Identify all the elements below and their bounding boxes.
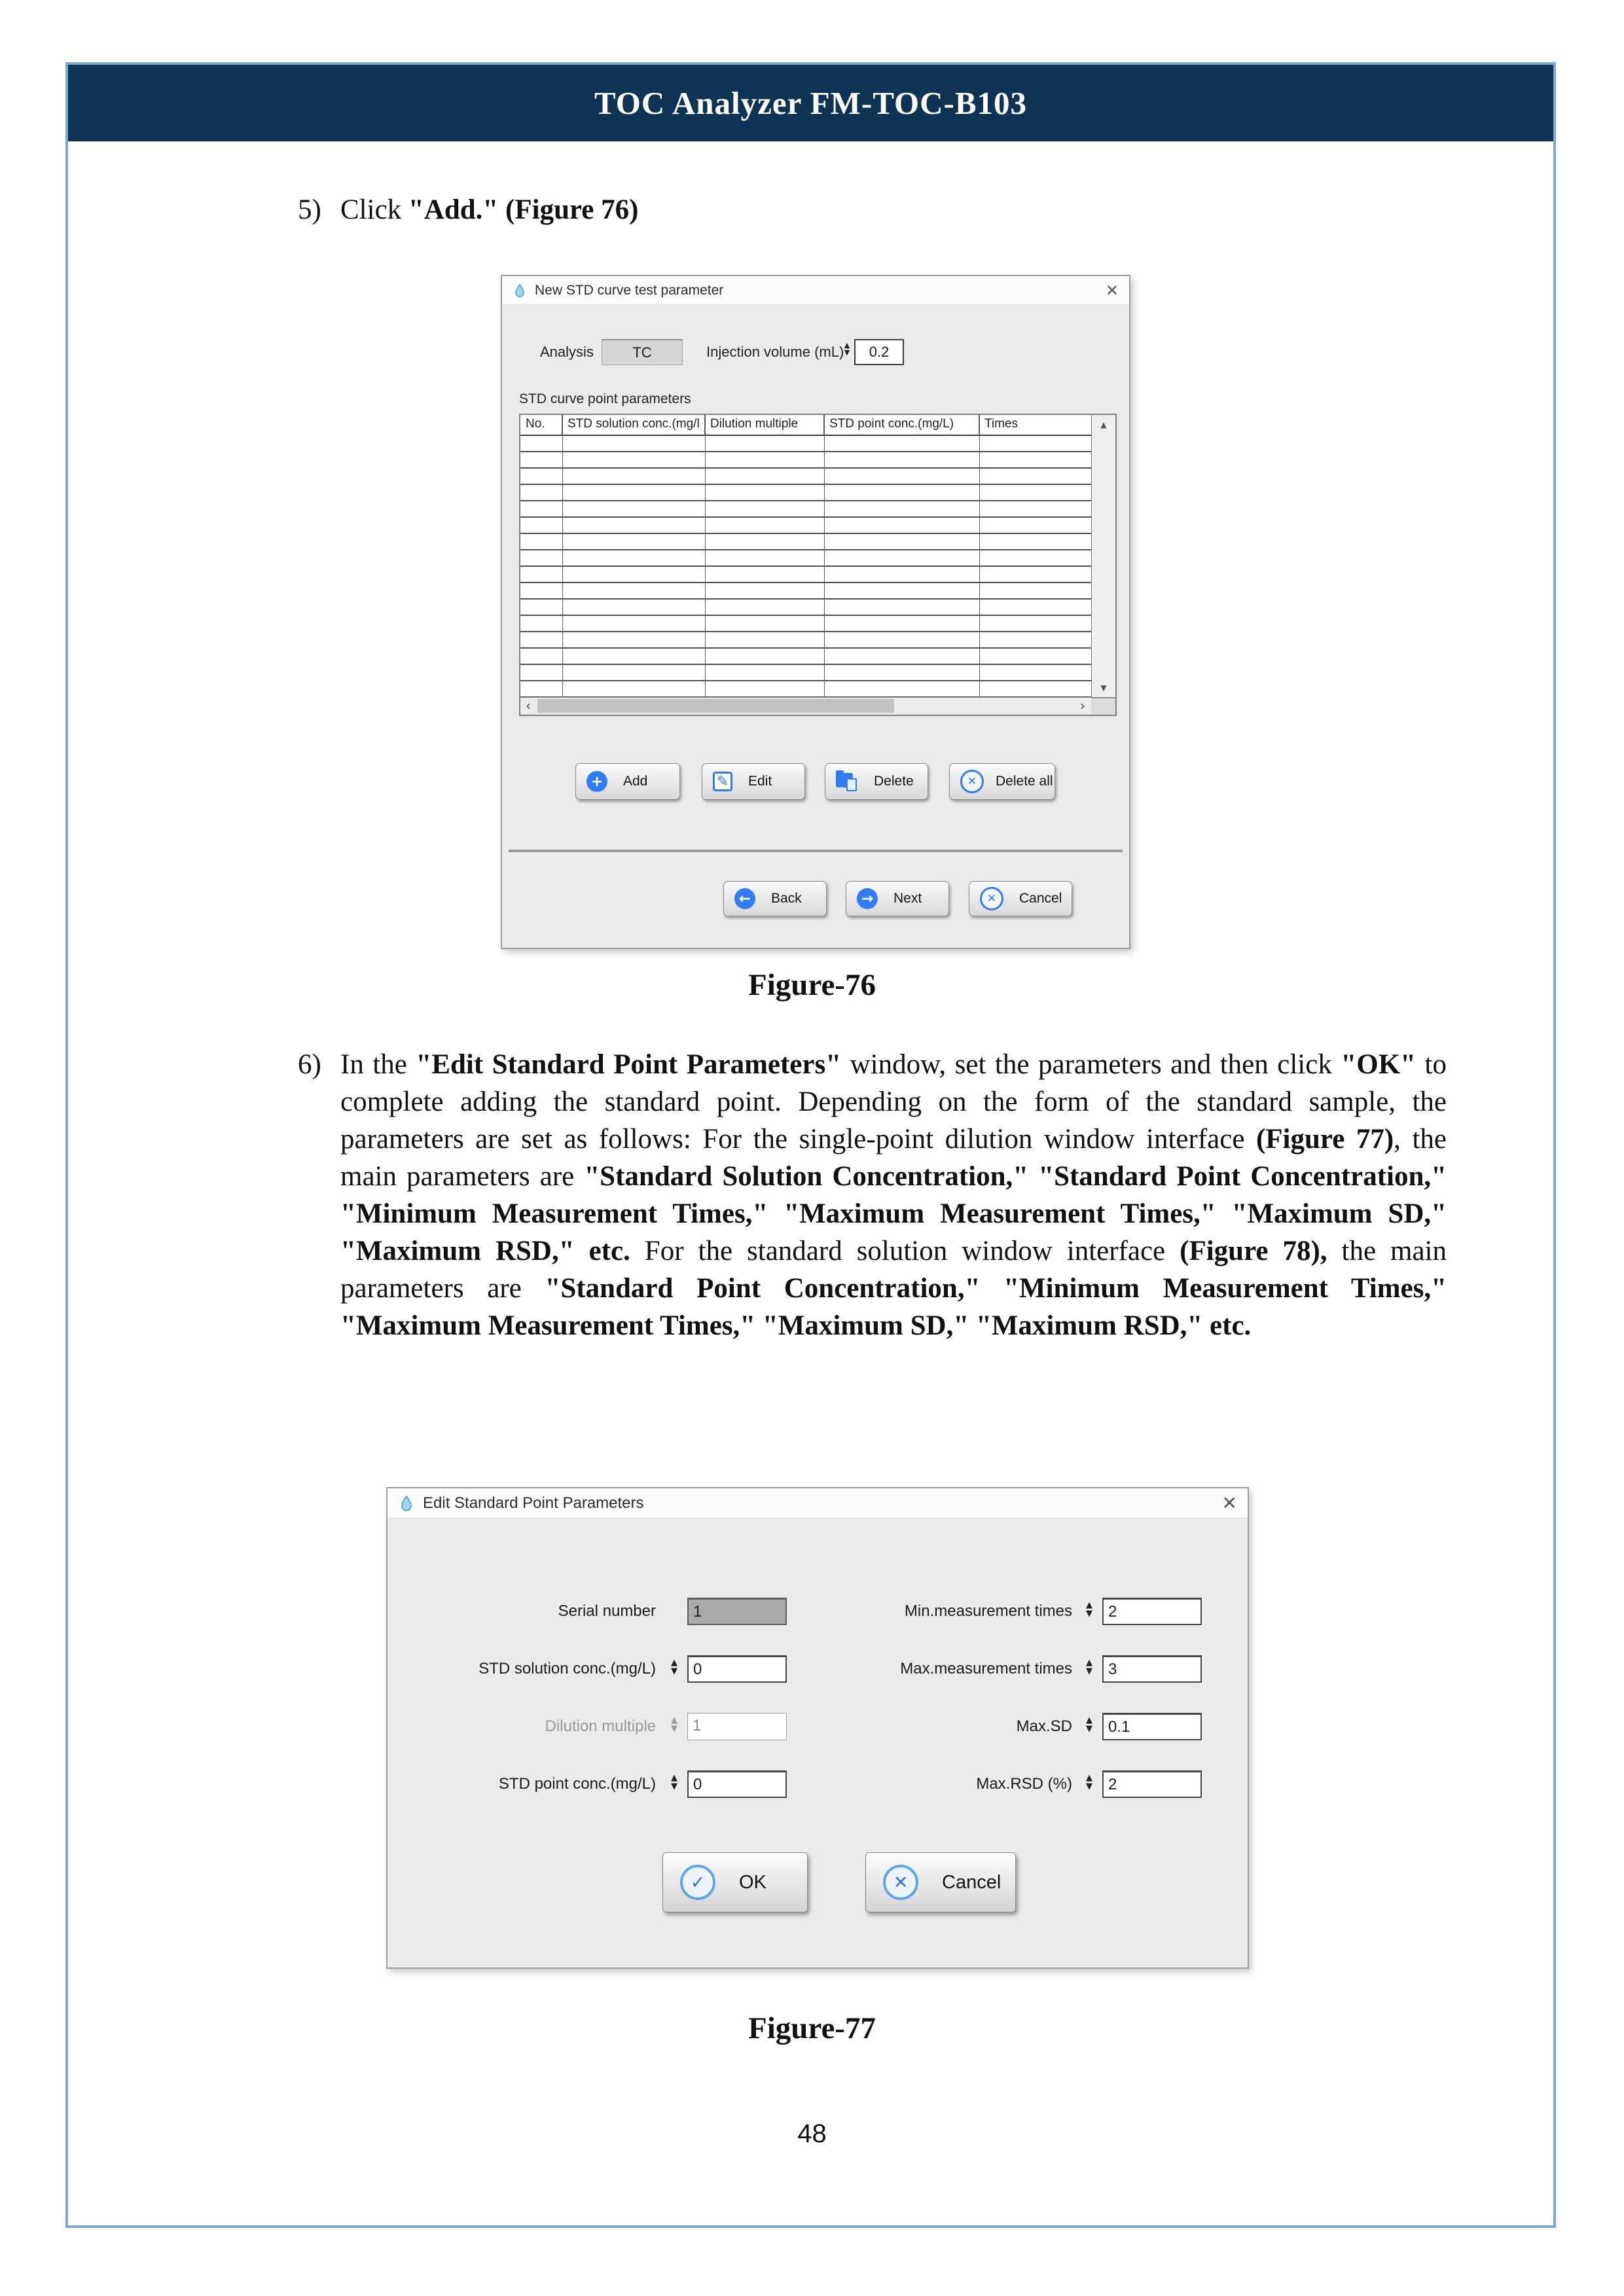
text-segment: For the standard solution window interface [630, 1236, 1180, 1266]
max-measurement-times-stepper[interactable] [1083, 1659, 1096, 1676]
table-row[interactable] [520, 469, 1092, 485]
new-std-curve-dialog [501, 275, 1130, 949]
spin-up-icon[interactable]: ▲ [671, 1773, 677, 1783]
check-circle-icon: ✓ [680, 1865, 715, 1900]
table-row[interactable] [520, 550, 1092, 567]
delete-all-button[interactable] [949, 763, 1055, 800]
dialog-titlebar [388, 1488, 1248, 1518]
page-number: 48 [797, 2119, 827, 2148]
ok-button-label: OK [739, 1871, 767, 1893]
spin-down-icon[interactable]: ▼ [671, 1666, 677, 1676]
dilution-multiple-stepper [668, 1716, 681, 1733]
table-row[interactable] [520, 649, 1092, 665]
figure-76-caption: Figure-76 [748, 968, 876, 1002]
spin-down-icon: ▼ [671, 1724, 677, 1734]
std-point-conc-input[interactable]: 0 [687, 1770, 787, 1798]
text-segment: "Edit Standard Point Parameters" [416, 1049, 842, 1080]
column-header: STD solution conc.(mg/l [562, 415, 705, 435]
text-segment: (Figure 77) [1255, 1124, 1394, 1155]
table-row[interactable] [520, 681, 1092, 698]
min-measurement-times-label: Min.measurement times [904, 1602, 1072, 1620]
figure-77-caption: Figure-77 [748, 2011, 876, 2045]
max-sd-input[interactable]: 0.1 [1102, 1713, 1202, 1740]
horizontal-scrollbar[interactable] [520, 697, 1115, 715]
table-row[interactable] [520, 452, 1092, 469]
spin-up-icon[interactable]: ▲ [1086, 1600, 1092, 1610]
scroll-up-icon[interactable]: ▲ [1100, 420, 1107, 429]
column-header: Times [984, 417, 1019, 431]
next-button-label: Next [893, 891, 922, 906]
max-rsd-label: Max.RSD (%) [976, 1775, 1072, 1793]
ok-button[interactable] [662, 1852, 808, 1912]
step-5 [298, 191, 1450, 228]
back-button-label: Back [771, 891, 802, 906]
text-segment: "Standard Point Concentration," "Minimum Measurement Times," "Maximum Measurement Times," "Maximum SD," "Maximum RSD," etc. [340, 1273, 1447, 1341]
injection-volume-label: Injection volume (mL) [706, 344, 844, 360]
table-row[interactable] [520, 632, 1092, 649]
max-measurement-times-input[interactable]: 3 [1102, 1655, 1202, 1683]
cancel-button[interactable] [969, 881, 1072, 916]
std-point-conc-label: STD point conc.(mg/L) [498, 1775, 656, 1793]
step-5-text [340, 191, 1447, 228]
table-row[interactable] [520, 485, 1092, 501]
std-solution-conc-label: STD solution conc.(mg/L) [478, 1660, 656, 1677]
max-rsd-input[interactable]: 2 [1102, 1770, 1202, 1798]
text-segment: In the [340, 1049, 416, 1080]
cancel-button-label: Cancel [942, 1871, 1001, 1893]
step-5-number: 5) [298, 194, 321, 225]
next-button[interactable] [846, 881, 949, 916]
add-button[interactable] [575, 763, 680, 800]
arrow-right-circle-icon: → [857, 888, 878, 909]
table-row[interactable] [520, 436, 1092, 452]
table-header-row [520, 415, 1115, 436]
injection-volume-input[interactable]: 0.2 [854, 339, 904, 365]
spin-down-icon[interactable]: ▼ [1086, 1666, 1092, 1676]
water-drop-icon [398, 1495, 415, 1512]
scroll-down-icon[interactable]: ▼ [1100, 683, 1107, 692]
text-segment: "Standard Solution Concentration," "Standard Point Concentration," "Minimum Measurement Times," "Maximum Measurement Times," "Maximum SD," "Maximum RSD," etc. [340, 1161, 1447, 1266]
serial-number-field: 1 [687, 1598, 787, 1625]
column-header: Dilution multiple [705, 415, 824, 435]
text-segment: Click [340, 194, 408, 225]
spin-down-icon[interactable]: ▼ [1086, 1724, 1092, 1734]
add-button-label: Add [623, 774, 648, 789]
plus-circle-icon: + [586, 771, 607, 792]
arrow-left-circle-icon: ← [734, 888, 755, 909]
table-row[interactable] [520, 583, 1092, 600]
dialog-title: New STD curve test parameter [535, 282, 724, 298]
scrollbar-thumb[interactable] [537, 699, 894, 713]
cancel-button-label: Cancel [1019, 891, 1062, 906]
dialog-separator [509, 850, 1123, 852]
spin-up-icon[interactable]: ▲ [1086, 1715, 1092, 1725]
spin-down-icon[interactable]: ▼ [671, 1782, 677, 1791]
text-segment: , the main parameters are [340, 1124, 1447, 1192]
vertical-scrollbar[interactable] [1091, 415, 1115, 698]
cross-circle-icon: ✕ [883, 1865, 918, 1900]
max-sd-stepper[interactable] [1083, 1716, 1096, 1733]
edit-button[interactable] [702, 763, 805, 800]
page-header-band [68, 65, 1553, 141]
table-row[interactable] [520, 501, 1092, 518]
table-row[interactable] [520, 600, 1092, 616]
std-solution-conc-input[interactable]: 0 [687, 1655, 787, 1683]
page-title: TOC Analyzer FM-TOC-B103 [594, 85, 1027, 121]
delete-all-button-label: Delete all [996, 774, 1053, 789]
text-segment: "Add." (Figure 76) [408, 194, 639, 225]
dialog-title: Edit Standard Point Parameters [423, 1494, 644, 1512]
back-button[interactable] [723, 881, 827, 916]
spin-up-icon[interactable]: ▲ [1086, 1658, 1092, 1668]
analysis-label: Analysis [540, 344, 594, 360]
delete-button[interactable] [825, 763, 928, 800]
std-solution-conc-stepper[interactable] [668, 1659, 681, 1676]
close-icon[interactable]: ✕ [1221, 1492, 1237, 1514]
std-curve-group-label: STD curve point parameters [519, 391, 691, 406]
column-header: No. [520, 415, 562, 435]
spin-up-icon[interactable]: ▲ [1086, 1773, 1092, 1783]
text-segment: the main parameters are [340, 1236, 1447, 1304]
table-row[interactable] [520, 567, 1092, 583]
dilution-multiple-label: Dilution multiple [545, 1717, 656, 1735]
delete-files-icon [836, 772, 858, 791]
table-body [520, 436, 1092, 698]
serial-number-label: Serial number [558, 1602, 656, 1620]
max-sd-label: Max.SD [1016, 1717, 1072, 1735]
spin-up-icon: ▲ [671, 1715, 677, 1725]
scroll-right-icon[interactable]: › [1080, 698, 1085, 713]
std-curve-points-table [519, 414, 1117, 716]
edit-standard-point-dialog [386, 1487, 1249, 1969]
delete-button-label: Delete [874, 774, 914, 789]
text-segment: "OK" [1341, 1049, 1416, 1080]
step-6-number: 6) [298, 1049, 321, 1080]
max-rsd-stepper[interactable] [1083, 1774, 1096, 1791]
spin-down-icon[interactable]: ▼ [1086, 1782, 1092, 1791]
dialog-titlebar [502, 276, 1129, 305]
spin-up-icon[interactable]: ▲ [671, 1658, 677, 1668]
max-measurement-times-label: Max.measurement times [900, 1660, 1072, 1677]
table-row[interactable] [520, 665, 1092, 681]
edit-button-label: Edit [748, 774, 772, 789]
std-point-conc-stepper[interactable] [668, 1774, 681, 1791]
analysis-value-field: TC [602, 339, 683, 365]
edit-pencil-icon: ✎ [713, 772, 732, 791]
min-measurement-times-input[interactable]: 2 [1102, 1598, 1202, 1625]
text-segment: window, set the parameters and then click [841, 1049, 1341, 1080]
text-segment: (Figure 78), [1180, 1236, 1327, 1266]
cancel-button[interactable] [865, 1852, 1016, 1912]
cross-circle-icon: ✕ [980, 887, 1003, 910]
table-row[interactable] [520, 534, 1092, 550]
scroll-left-icon[interactable]: ‹ [526, 698, 531, 713]
text-segment: to complete adding the standard point. Depending on the form of the standard sample, the parameters are set as follows: For the single-point dilution window interface [340, 1049, 1447, 1155]
table-row[interactable] [520, 616, 1092, 632]
cross-circle-icon: ✕ [960, 770, 984, 793]
water-drop-icon [513, 283, 527, 298]
scrollbar-corner [1091, 698, 1115, 715]
close-icon[interactable]: ✕ [1105, 281, 1119, 300]
column-header: STD point conc.(mg/L) [824, 415, 979, 435]
step-6-text [340, 1046, 1447, 1344]
min-measurement-times-stepper[interactable] [1083, 1601, 1096, 1618]
injection-volume-stepper[interactable] [841, 342, 853, 356]
dilution-multiple-input: 1 [687, 1713, 787, 1740]
spin-down-icon[interactable]: ▼ [1086, 1609, 1092, 1619]
table-row[interactable] [520, 518, 1092, 534]
step-6 [298, 1046, 1450, 1344]
spin-up-icon[interactable]: ▲ [844, 341, 850, 350]
spin-down-icon[interactable]: ▼ [844, 348, 850, 357]
